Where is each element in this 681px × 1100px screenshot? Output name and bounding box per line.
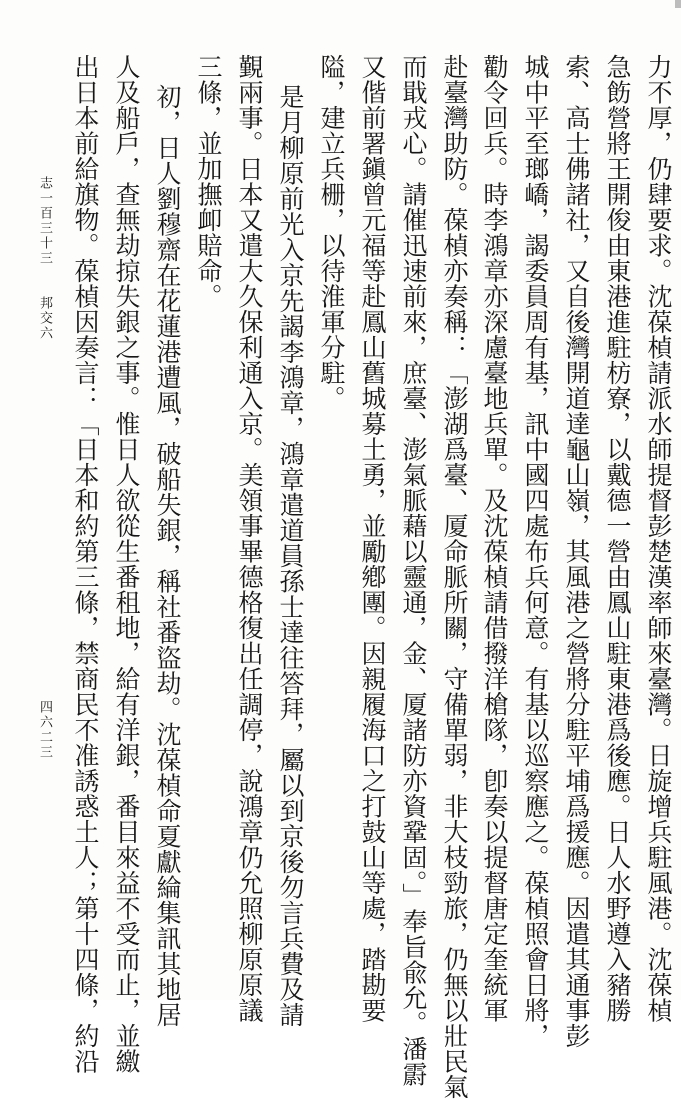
text-column: 人及船戶，查無劫掠失銀之事。惟日人欲從生番租地，給有洋銀，番目來益不受而止，並繳 xyxy=(112,54,141,1074)
text-column: 初，日人劉穆齋在花蓮港遭風，破船失銀，稱社番盜劫。沈葆楨命夏獻綸集訊其地居 xyxy=(153,84,182,1028)
section-label: 志一百三十三 xyxy=(37,176,52,266)
page-edge-mark xyxy=(675,0,681,8)
text-column: 是月柳原前光入京先謁李鴻章，鴻章遣道員孫士達往答拜，屬以到京後勿言兵費及請 xyxy=(276,84,305,1028)
text-column: 力不厚，仍肆要求。沈葆楨請派水師提督彭楚漢率師來臺灣。日旋增兵駐風港。沈葆楨 xyxy=(644,54,673,1023)
text-column: 索、高士佛諸社，又自後灣開道達龜山嶺，其風港之營將分駐平埔爲援應。因遣其通事彭 xyxy=(562,54,591,1049)
text-column: 又偕前署鎭曾元福等赴鳳山舊城募土勇，並勵鄕團。因親履海口之打鼓山等處，踏勘要 xyxy=(358,54,387,1023)
text-column: 覲兩事。日本又遣大久保利通入京。美領事畢德格復出任調停，說鴻章仍允照柳原原議 xyxy=(235,54,264,1023)
text-column: 勸令回兵。時李鴻章亦深慮臺地兵單。及沈葆楨請借撥洋槍隊，卽奏以提督唐定奎統軍 xyxy=(480,54,509,1023)
chapter-label: 邦交六 xyxy=(37,296,52,341)
text-column: 出日本前給旗物。葆楨因奏言：「日本和約第三條，禁商民不准誘惑土人；第十四條，約沿 xyxy=(71,54,100,1074)
page-number: 四六二三 xyxy=(37,700,52,760)
text-column: 赴臺灣助防。葆楨亦奏稱：「澎湖爲臺、厦命脈所關，守備單弱，非大枝勁旅，仍無以壯民氣 xyxy=(440,54,469,1100)
text-column: 隘，建立兵栅，以待淮軍分駐。 xyxy=(317,54,346,411)
text-column: 城中平至瑯嶠，謁委員周有基，訊中國四處布兵何意。有基以巡察應之。葆楨照會日將， xyxy=(521,54,550,1049)
text-column: 而戢戎心。請催迅速前來，庶臺、澎氣脈藉以靈通，金、厦諸防亦資鞏固。」奉旨兪允。潘霨 xyxy=(399,54,428,1087)
text-column: 急飭營將王開俊由東港進駐枋寮，以戴德一營由鳳山駐東港爲後應。日人水野遵入豬勝 xyxy=(603,54,632,1023)
text-column: 三條，並加撫卹賠命。 xyxy=(194,54,223,309)
